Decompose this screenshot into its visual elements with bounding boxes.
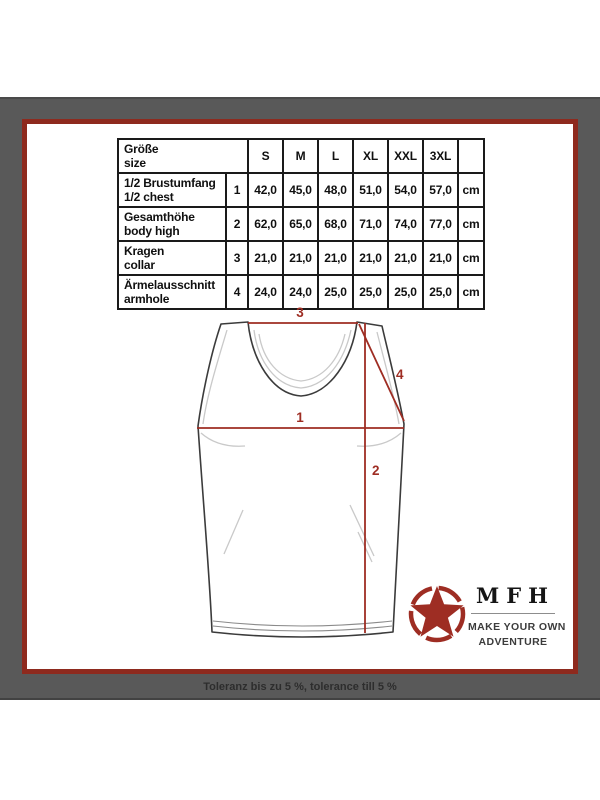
- header-label-en: size: [124, 156, 146, 170]
- unit-cell: cm: [458, 275, 484, 309]
- value-cell: 21,0: [248, 241, 283, 275]
- row-label-de: 1/2 Brustumfang: [124, 175, 216, 190]
- row-number: 1: [226, 173, 248, 207]
- size-chart-table: [117, 138, 485, 310]
- row-number: 4: [226, 275, 248, 309]
- unit-cell: cm: [458, 173, 484, 207]
- table-row-chest: [118, 173, 484, 207]
- row-number: 2: [226, 207, 248, 241]
- row-number: 3: [226, 241, 248, 275]
- row-label-cell: [118, 241, 226, 275]
- size-header-3xl: 3XL: [423, 139, 458, 173]
- row-label-en: body high: [124, 224, 180, 238]
- row-label-de: Kragen: [124, 243, 165, 258]
- size-header-l: L: [318, 139, 353, 173]
- unit-header-cell: [458, 139, 484, 173]
- value-cell: 68,0: [318, 207, 353, 241]
- size-header-xl: XL: [353, 139, 388, 173]
- value-cell: 77,0: [423, 207, 458, 241]
- row-label-en: armhole: [124, 292, 170, 306]
- header-label-cell: [118, 139, 248, 173]
- unit-cell: cm: [458, 207, 484, 241]
- value-cell: 57,0: [423, 173, 458, 207]
- value-cell: 25,0: [353, 275, 388, 309]
- value-cell: 21,0: [318, 241, 353, 275]
- unit-cell: cm: [458, 241, 484, 275]
- value-cell: 25,0: [388, 275, 423, 309]
- row-label-cell: [118, 173, 226, 207]
- value-cell: 51,0: [353, 173, 388, 207]
- row-label-en: collar: [124, 258, 155, 272]
- value-cell: 65,0: [283, 207, 318, 241]
- label-height: 2: [372, 463, 380, 478]
- table-row-collar: [118, 241, 484, 275]
- brand-name: MFH: [476, 583, 555, 608]
- size-header-xxl: XXL: [388, 139, 423, 173]
- label-chest: 1: [296, 410, 304, 425]
- row-label-en: 1/2 chest: [124, 190, 174, 204]
- brand-divider: [471, 613, 555, 614]
- value-cell: 25,0: [423, 275, 458, 309]
- tagline-line-1: MAKE YOUR OWN: [468, 621, 566, 633]
- row-label-de: Gesamthöhe: [124, 209, 195, 224]
- value-cell: 21,0: [388, 241, 423, 275]
- tagline-line-2: ADVENTURE: [478, 636, 548, 649]
- size-header-m: M: [283, 139, 318, 173]
- row-label-cell: [118, 207, 226, 241]
- value-cell: 74,0: [388, 207, 423, 241]
- mfh-logo-text: [468, 583, 566, 650]
- value-cell: 54,0: [388, 173, 423, 207]
- label-armhole: 4: [396, 367, 404, 382]
- size-header-s: S: [248, 139, 283, 173]
- value-cell: 45,0: [283, 173, 318, 207]
- value-cell: 25,0: [318, 275, 353, 309]
- value-cell: 21,0: [423, 241, 458, 275]
- header-label-de: Größe: [124, 141, 159, 156]
- value-cell: 21,0: [353, 241, 388, 275]
- value-cell: 42,0: [248, 173, 283, 207]
- value-cell: 21,0: [283, 241, 318, 275]
- mfh-star-icon: [407, 584, 467, 644]
- value-cell: 24,0: [248, 275, 283, 309]
- table-header-row: [118, 139, 484, 173]
- label-collar: 3: [296, 305, 304, 320]
- tank-top-outline: [198, 322, 404, 637]
- tolerance-note: Toleranz bis zu 5 %, tolerance till 5 %: [203, 681, 397, 693]
- row-label-de: Ärmelausschnitt: [124, 277, 216, 292]
- value-cell: 71,0: [353, 207, 388, 241]
- value-cell: 62,0: [248, 207, 283, 241]
- value-cell: 24,0: [283, 275, 318, 309]
- value-cell: 48,0: [318, 173, 353, 207]
- table-row-body-height: [118, 207, 484, 241]
